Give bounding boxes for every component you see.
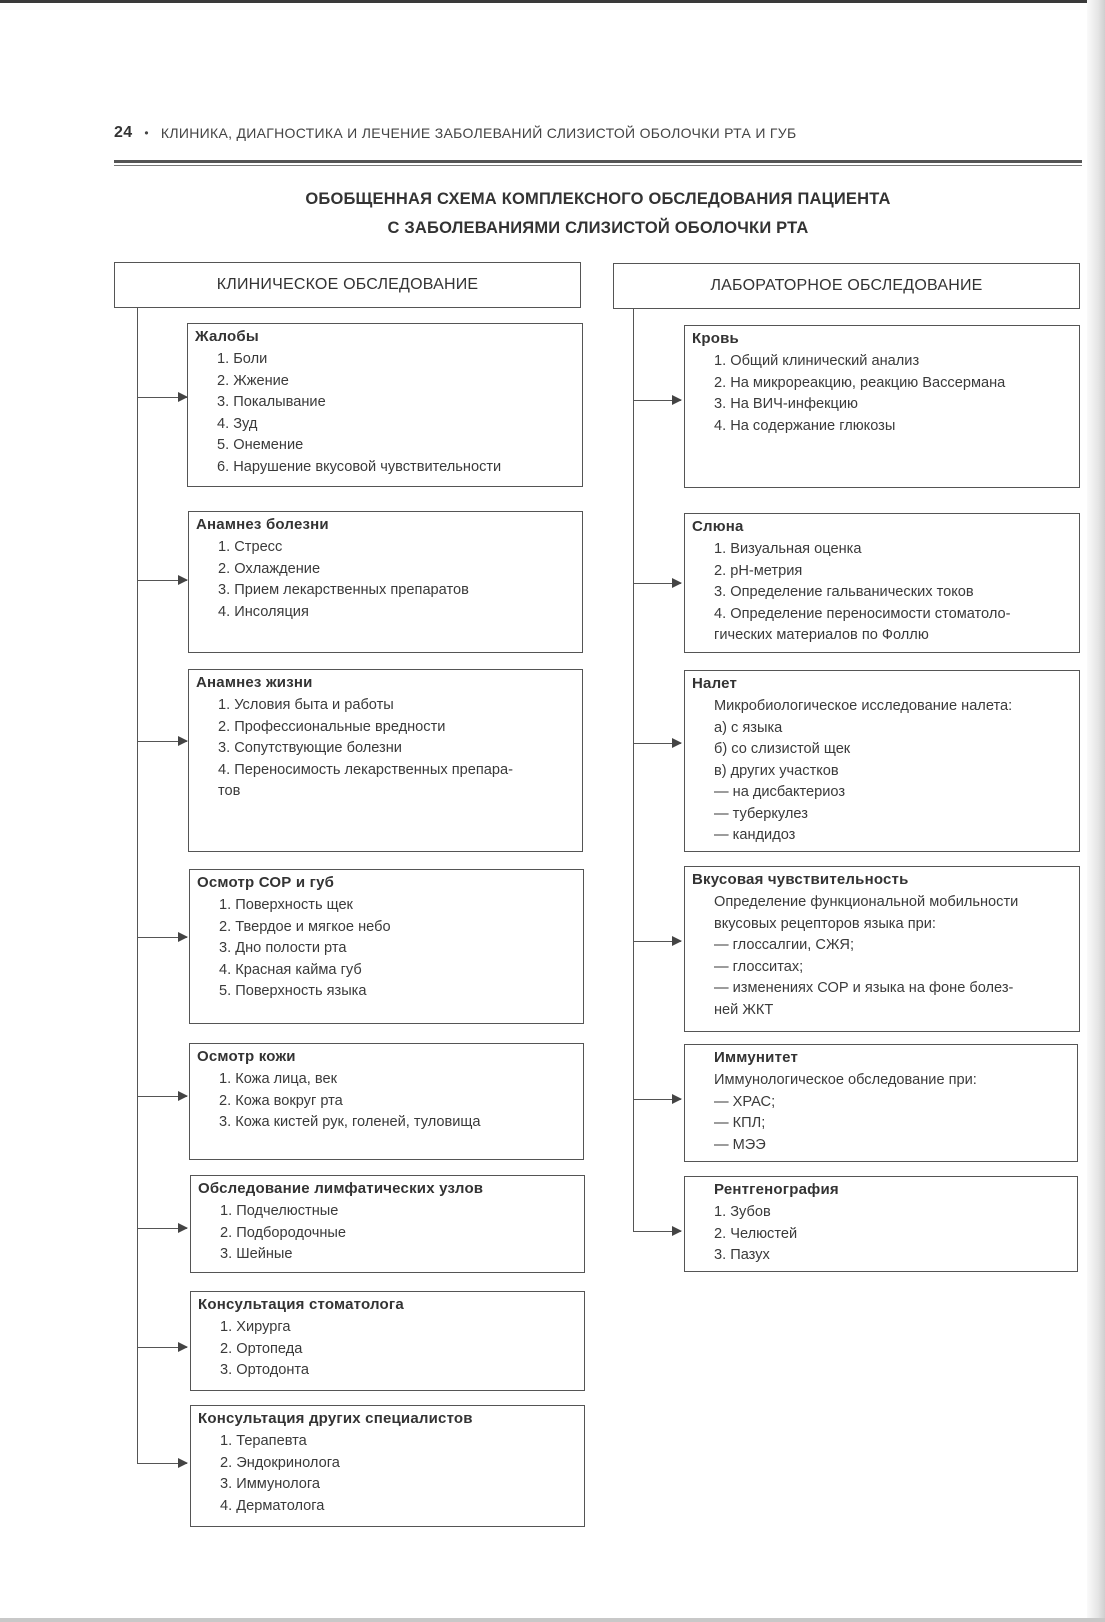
list-item: 1. Терапевта xyxy=(220,1433,307,1449)
list-item: 2. Жжение xyxy=(217,372,289,389)
scan-edge-top xyxy=(0,0,1090,3)
list-item: 4. Переносимость лекарственных препара- xyxy=(218,761,513,778)
disease-anamnesis-box xyxy=(188,511,583,653)
specialists-consult-box xyxy=(190,1405,585,1527)
running-head xyxy=(114,124,796,142)
connector-arrow xyxy=(137,1347,187,1348)
list-item: — ХРАС; xyxy=(714,1093,776,1110)
list-item: 3. Ортодонта xyxy=(220,1362,310,1378)
connector-arrow xyxy=(137,397,187,398)
clinical-exam-header: КЛИНИЧЕСКОЕ ОБСЛЕДОВАНИЕ xyxy=(114,262,581,308)
box-title: Консультация других специалистов xyxy=(198,1410,473,1427)
list-item: 2. Ортопеда xyxy=(220,1340,303,1357)
list-item: 1. Условия быта и работы xyxy=(218,697,394,713)
connector-arrow xyxy=(633,941,681,942)
list-item: 2. Профессиональные вредности xyxy=(218,718,446,735)
list-item: 2. Эндокринолога xyxy=(220,1454,340,1471)
list-item: 1. Кожа лица, век xyxy=(219,1071,337,1087)
list-item: 2. На микрореакцию, реакцию Вассермана xyxy=(714,374,1006,391)
plaque-test-box xyxy=(684,670,1080,852)
box-title: Осмотр кожи xyxy=(197,1048,296,1065)
scheme-title-line1: ОБОБЩЕННАЯ СХЕМА КОМПЛЕКСНОГО ОБСЛЕДОВАНИЯ ПАЦИЕНТА xyxy=(305,190,891,208)
header-rule-thick xyxy=(114,160,1082,163)
box-title: Налет xyxy=(692,675,737,692)
list-item: 1. Поверхность щек xyxy=(219,897,353,913)
list-item: 3. Шейные xyxy=(220,1246,293,1262)
running-head-bullet: • xyxy=(144,126,149,140)
box-title: Осмотр СОР и губ xyxy=(197,874,335,891)
connector-arrow xyxy=(137,1096,187,1097)
clinical-connector-trunk xyxy=(137,308,138,1463)
lymph-nodes-box xyxy=(190,1175,585,1273)
list-item: 5. Онемение xyxy=(217,437,304,453)
connector-arrow xyxy=(137,580,187,581)
list-item: — туберкулез xyxy=(714,805,808,822)
connector-arrow xyxy=(633,1099,681,1100)
list-item: — МЭЭ xyxy=(714,1136,766,1153)
list-item: 3. Кожа кистей рук, голеней, туловища xyxy=(219,1114,481,1130)
taste-sensitivity-box xyxy=(684,866,1080,1032)
list-item: 3. Прием лекарственных препаратов xyxy=(218,582,469,598)
list-item: 4. Дерматолога xyxy=(220,1497,325,1514)
list-item: — глоссалгии, СЖЯ; xyxy=(714,937,855,953)
dentist-consult-box xyxy=(190,1291,585,1391)
connector-arrow xyxy=(137,1228,187,1229)
box-title: Иммунитет xyxy=(714,1049,799,1066)
box-title: Анамнез болезни xyxy=(196,516,329,533)
box-title: Слюна xyxy=(692,518,744,535)
lab-connector-trunk xyxy=(633,309,634,1231)
list-item: 3. Сопутствующие болезни xyxy=(218,740,402,756)
list-item: 3. Иммунолога xyxy=(220,1476,321,1492)
list-item: а) с языка xyxy=(714,719,783,736)
list-item: вкусовых рецепторов языка при: xyxy=(714,915,936,932)
complaints-box xyxy=(187,323,583,487)
list-item: 1. Зубов xyxy=(714,1204,771,1220)
list-item: 3. Дно полости рта xyxy=(219,940,347,956)
list-item: 1. Общий клинический анализ xyxy=(714,353,920,369)
list-item: ней ЖКТ xyxy=(714,1001,774,1018)
box-title: Консультация стоматолога xyxy=(198,1296,404,1313)
scan-edge-right xyxy=(1087,0,1105,1622)
list-item: гических материалов по Фоллю xyxy=(714,627,929,643)
list-item: 6. Нарушение вкусовой чувствительности xyxy=(217,458,502,475)
list-item: 1. Стресс xyxy=(218,539,283,555)
oral-mucosa-exam-box xyxy=(189,869,584,1024)
list-item: б) со слизистой щек xyxy=(714,741,851,757)
list-item: 2. Кожа вокруг рта xyxy=(219,1092,343,1109)
list-item: 1. Визуальная оценка xyxy=(714,541,862,557)
box-title: Кровь xyxy=(692,330,739,347)
list-item: 2. pH-метрия xyxy=(714,562,803,579)
skin-exam-box xyxy=(189,1043,584,1160)
connector-arrow xyxy=(137,1463,187,1464)
header-rule-thin xyxy=(114,165,1082,166)
box-title: Рентгенография xyxy=(714,1181,839,1198)
running-head-text: КЛИНИКА, ДИАГНОСТИКА И ЛЕЧЕНИЕ ЗАБОЛЕВАНИЙ СЛИЗИСТОЙ ОБОЛОЧКИ РТА И ГУБ xyxy=(160,125,797,141)
list-item: 1. Боли xyxy=(217,351,268,367)
list-item: в) других участков xyxy=(714,762,839,779)
scan-edge-bottom xyxy=(0,1618,1105,1622)
list-item: — глосситах; xyxy=(714,958,804,975)
list-item: 3. Определение гальванических токов xyxy=(714,584,974,600)
lab-exam-header: ЛАБОРАТОРНОЕ ОБСЛЕДОВАНИЕ xyxy=(613,263,1080,309)
list-item: 2. Челюстей xyxy=(714,1225,798,1242)
box-title: Вкусовая чувствительность xyxy=(692,871,909,888)
list-item: 4. Определение переносимости стоматоло- xyxy=(714,605,1011,622)
box-title: Жалобы xyxy=(195,328,259,345)
saliva-test-box xyxy=(684,513,1080,653)
list-item: 4. На содержание глюкозы xyxy=(714,417,896,434)
connector-arrow xyxy=(633,583,681,584)
list-item: 5. Поверхность языка xyxy=(219,983,367,999)
list-item: — кандидоз xyxy=(714,827,796,843)
list-item: 4. Красная кайма губ xyxy=(219,961,362,978)
list-item: — КПЛ; xyxy=(714,1115,766,1131)
life-anamnesis-box xyxy=(188,669,583,852)
list-item: 4. Инсоляция xyxy=(218,603,309,620)
list-item: 4. Зуд xyxy=(217,415,258,432)
connector-arrow xyxy=(633,743,681,744)
list-item: Иммунологическое обследование при: xyxy=(714,1072,977,1088)
list-item: тов xyxy=(218,783,241,799)
list-item: 3. На ВИЧ-инфекцию xyxy=(714,396,858,412)
blood-test-box xyxy=(684,325,1080,488)
list-item: Определение функциональной мобильности xyxy=(714,894,1019,910)
radiography-box xyxy=(684,1176,1078,1272)
box-title: Обследование лимфатических узлов xyxy=(198,1180,484,1197)
list-item: 3. Покалывание xyxy=(217,394,326,410)
connector-arrow xyxy=(137,937,187,938)
list-item: 1. Подчелюстные xyxy=(220,1203,339,1219)
list-item: — изменениях СОР и языка на фоне болез- xyxy=(714,980,1014,996)
box-title: Анамнез жизни xyxy=(196,674,313,691)
connector-arrow xyxy=(633,1231,681,1232)
list-item: 1. Хирурга xyxy=(220,1319,291,1335)
list-item: 3. Пазух xyxy=(714,1247,770,1263)
list-item: 2. Твердое и мягкое небо xyxy=(219,918,391,935)
list-item: 2. Охлаждение xyxy=(218,560,321,577)
list-item: Микробиологическое исследование налета: xyxy=(714,698,1013,714)
connector-arrow xyxy=(633,400,681,401)
connector-arrow xyxy=(137,741,187,742)
immunity-test-box xyxy=(684,1044,1078,1162)
list-item: — на дисбактериоз xyxy=(714,784,846,800)
list-item: 2. Подбородочные xyxy=(220,1224,346,1241)
page-number: 24 xyxy=(114,124,133,141)
scheme-title-line2: С ЗАБОЛЕВАНИЯМИ СЛИЗИСТОЙ ОБОЛОЧКИ РТА xyxy=(387,219,809,237)
